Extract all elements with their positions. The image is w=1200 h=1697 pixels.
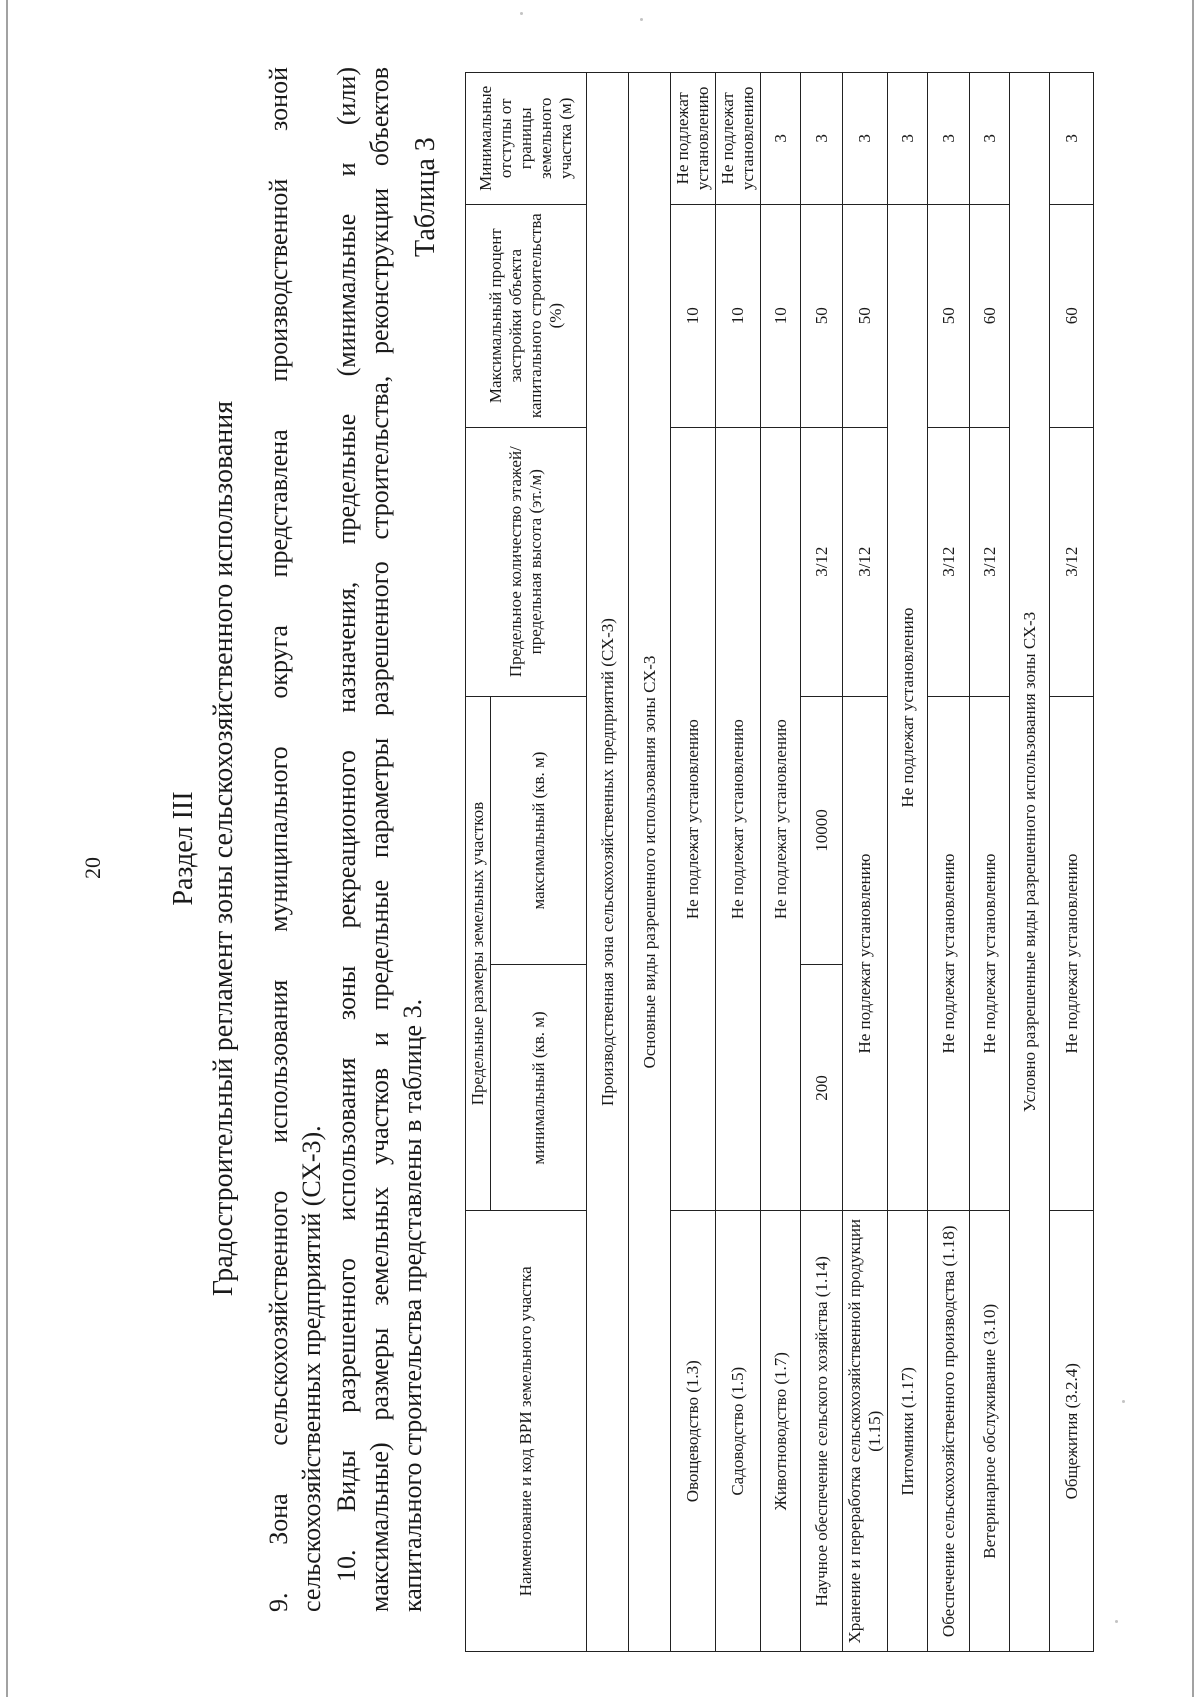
section-subtitle: Градостроительный регламент зоны сельскохозяйственного использования (208, 400, 239, 1297)
row-all-merged: Не подлежат установлению (888, 204, 928, 1211)
paragraph-10-line-1: 10. Виды разрешенного использования зоны рекреационного назначения, предельные (минимальные и (или) (332, 67, 361, 1582)
row-coverage: 10 (671, 204, 716, 427)
table-row (970, 73, 1010, 1652)
paragraph-10 (330, 67, 429, 1612)
header-setback: Минимальные отступы от границы земельного участка (м) (466, 73, 587, 205)
row-minmax-merged: Не подлежат установлению (970, 696, 1010, 1211)
row-name: Ветеринарное обслуживание (3.10) (970, 1211, 1010, 1652)
row-coverage: 60 (970, 204, 1010, 427)
header-floors: Предельное количество этажей/предельная высота (эт./м) (466, 427, 587, 696)
table-row (928, 73, 970, 1652)
paragraph-9-line-1: 9. Зона сельскохозяйственного использования муниципального округа представлена производственной зоной (264, 67, 293, 1612)
table-row (801, 73, 843, 1652)
row-min: 200 (801, 965, 843, 1211)
row-floors: 3/12 (843, 427, 888, 696)
table-row (1050, 73, 1094, 1652)
row-name: Овощеводство (1.3) (671, 1211, 716, 1652)
row-sizes-merged: Не подлежат установлению (761, 427, 801, 1211)
row-name: Хранение и переработка сельскохозяйственной продукции (1.15) (843, 1211, 888, 1652)
row-name: Садоводство (1.5) (716, 1211, 761, 1652)
header-name: Наименование и код ВРИ земельного участка (466, 1211, 587, 1652)
conditional-group-row: Условно разрешенные виды разрешенного использования зоны СХ-3 (1010, 73, 1050, 1652)
row-setback: 3 (888, 73, 928, 205)
paragraph-9-line-2: сельскохозяйственных предприятий (СХ-3). (297, 1125, 326, 1612)
zone-row: Производственная зона сельскохозяйственных предприятий (СХ-3) (587, 73, 629, 1652)
row-name: Обеспечение сельскохозяйственного производства (1.18) (928, 1211, 970, 1652)
table-row (761, 73, 801, 1652)
row-setback: Не подлежат установлению (671, 73, 716, 205)
row-minmax-merged: Не подлежат установлению (928, 696, 970, 1211)
row-sizes-merged: Не подлежат установлению (716, 427, 761, 1211)
row-setback: 3 (928, 73, 970, 205)
row-name: Общежития (3.2.4) (1050, 1211, 1094, 1652)
header-max: максимальный (кв. м) (491, 696, 587, 965)
row-minmax-merged: Не подлежат установлению (843, 696, 888, 1211)
header-coverage: Максимальный процент застройки объекта капитального строительства (%) (466, 204, 587, 427)
row-coverage: 10 (761, 204, 801, 427)
row-floors: 3/12 (970, 427, 1010, 696)
row-setback: 3 (970, 73, 1010, 205)
table-row (843, 73, 888, 1652)
paragraph-10-line-2: максимальные) размеры земельных участков и предельные параметры разрешенного строительства, реконструкции объектов (365, 67, 394, 1612)
main-group-row: Основные виды разрешенного использования зоны СХ-3 (629, 73, 671, 1652)
header-min: минимальный (кв. м) (491, 965, 587, 1211)
row-coverage: 60 (1050, 204, 1094, 427)
paragraph-10-line-3: капитального строительства представлены в таблице 3. (398, 998, 427, 1612)
paragraph-9 (262, 67, 328, 1612)
header-plot-sizes: Предельные размеры земельных участков (466, 696, 491, 1211)
row-coverage: 50 (843, 204, 888, 427)
row-minmax-merged: Не подлежат установлению (1050, 696, 1094, 1211)
row-floors: 3/12 (928, 427, 970, 696)
row-max: 10000 (801, 696, 843, 965)
row-name: Животноводство (1.7) (761, 1211, 801, 1652)
row-setback: 3 (761, 73, 801, 205)
row-sizes-merged: Не подлежат установлению (671, 427, 716, 1211)
row-floors: 3/12 (1050, 427, 1094, 696)
table-row (888, 73, 928, 1652)
row-setback: Не подлежат установлению (716, 73, 761, 205)
table-caption: Таблица 3 (410, 137, 441, 257)
page-number: 20 (80, 857, 105, 879)
regulations-table (465, 72, 1094, 1652)
row-name: Научное обеспечение сельского хозяйства (1.14) (801, 1211, 843, 1652)
row-setback: 3 (1050, 73, 1094, 205)
row-name: Питомники (1.17) (888, 1211, 928, 1652)
row-floors: 3/12 (801, 427, 843, 696)
table-row (671, 73, 716, 1652)
row-coverage: 10 (716, 204, 761, 427)
row-coverage: 50 (801, 204, 843, 427)
table-row (716, 73, 761, 1652)
row-coverage: 50 (928, 204, 970, 427)
row-setback: 3 (801, 73, 843, 205)
section-title: Раздел III (168, 791, 199, 906)
row-setback: 3 (843, 73, 888, 205)
